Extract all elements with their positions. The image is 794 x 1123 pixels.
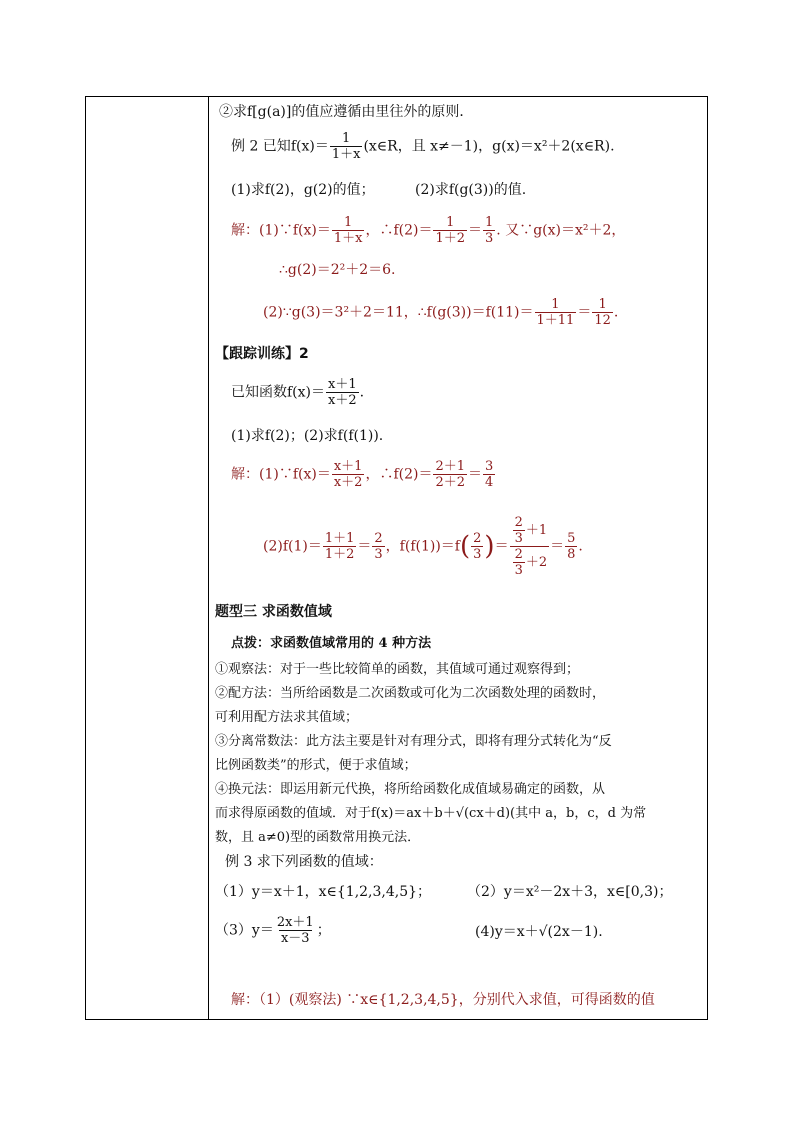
- tip-heading: 点拨：求函数值域常用的 4 种方法: [231, 636, 432, 651]
- document-table: [85, 96, 708, 1020]
- method-3-line1: ③分离常数法：此方法主要是针对有理分式，即将有理分式转化为“反: [215, 734, 612, 749]
- example3-solution: 解：（1）(观察法) ∵x∈{1,2,3,4,5}，分别代入求值，可得函数的值: [231, 992, 655, 1008]
- example3-q3: （3）y＝ $\frac{2x+1}{x-3}$ ；: [215, 915, 331, 946]
- left-column-cell: [86, 97, 209, 1019]
- fraction: $\frac{1}{1+x}$: [331, 131, 361, 162]
- method-4-line3: 数，且 a≠0)型的函数常用换元法．: [215, 830, 421, 845]
- training2-given: 已知函数f(x)＝ $\frac{x+1}{x+2}$ .: [231, 377, 365, 408]
- example2-solution-1-line2: ∴g(2)＝2²＋2＝6.: [279, 262, 396, 278]
- example2-solution-1: 解：(1)∵f(x)＝ $\frac{1}{1+x}$ ，∴f(2)＝ $\frac{1}{1+2}$ ＝ $\frac{1}{3}$ . 又∵g(x)＝x²＋2，: [231, 215, 626, 246]
- method-4-line2: 而求得原函数的值域．对于f(x)＝ax＋b＋√(cx＋d)(其中 a，b，c，d 为常: [215, 806, 647, 821]
- content-cell: [209, 97, 707, 1019]
- type3-heading: 题型三 求函数值域: [215, 604, 332, 620]
- example3-q2: （2）y＝x²－2x＋3，x∈[0,3)；: [467, 884, 673, 900]
- training2-solution-2: (2)f(1)＝ $\frac{1+1}{1+2}$ ＝ $\frac{2}{3}$ ，f(f(1))＝f( $\frac{2}{3}$ )＝ $\frac{2}{3}$ ＋1 $\frac{2}{3}$ ＋2 ＝ $\frac{5}{8}$ .: [263, 515, 583, 578]
- training2-heading: 【跟踪训练】2: [215, 346, 309, 362]
- example3-intro: 例 3 求下列函数的值域：: [225, 854, 383, 870]
- method-2-line1: ②配方法：当所给函数是二次函数或可化为二次函数处理的函数时，: [215, 686, 606, 701]
- method-3-line2: 比例函数类”的形式，便于求值域；: [215, 758, 417, 773]
- method-1: ①观察法：对于一些比较简单的函数，其值域可通过观察得到；: [215, 662, 580, 677]
- method-2-line2: 可利用配方法求其值域；: [215, 710, 359, 725]
- training2-question: (1)求f(2)；(2)求f(f(1)).: [231, 428, 384, 444]
- training2-solution-1: 解：(1)∵f(x)＝ $\frac{x+1}{x+2}$ ，∴f(2)＝ $\frac{2+1}{2+2}$ ＝ $\frac{3}{4}$: [231, 459, 494, 490]
- example2-question-2: (2)求f(g(3))的值.: [415, 182, 527, 198]
- example3-q1: （1）y＝x＋1，x∈{1,2,3,4,5}；: [215, 884, 432, 900]
- method-4-line1: ④换元法：即运用新元代换，将所给函数化成值域易确定的函数，从: [215, 782, 606, 797]
- example2-solution-2: (2)∵g(3)＝3²＋2＝11，∴f(g(3))＝f(11)＝ $\frac{1}{1+11}$ ＝ $\frac{1}{12}$ .: [263, 297, 619, 328]
- example3-q4: (4)y＝x＋√(2x－1).: [475, 924, 603, 940]
- example2-question-1: (1)求f(2)，g(2)的值；: [231, 182, 375, 198]
- example2-statement: 例 2 已知f(x)＝ $\frac{1}{1+x}$ (x∈R，且 x≠－1)，g(x)＝x²＋2(x∈R).: [231, 131, 615, 162]
- principle-text: ②求f[g(a)]的值应遵循由里往外的原则．: [219, 104, 474, 120]
